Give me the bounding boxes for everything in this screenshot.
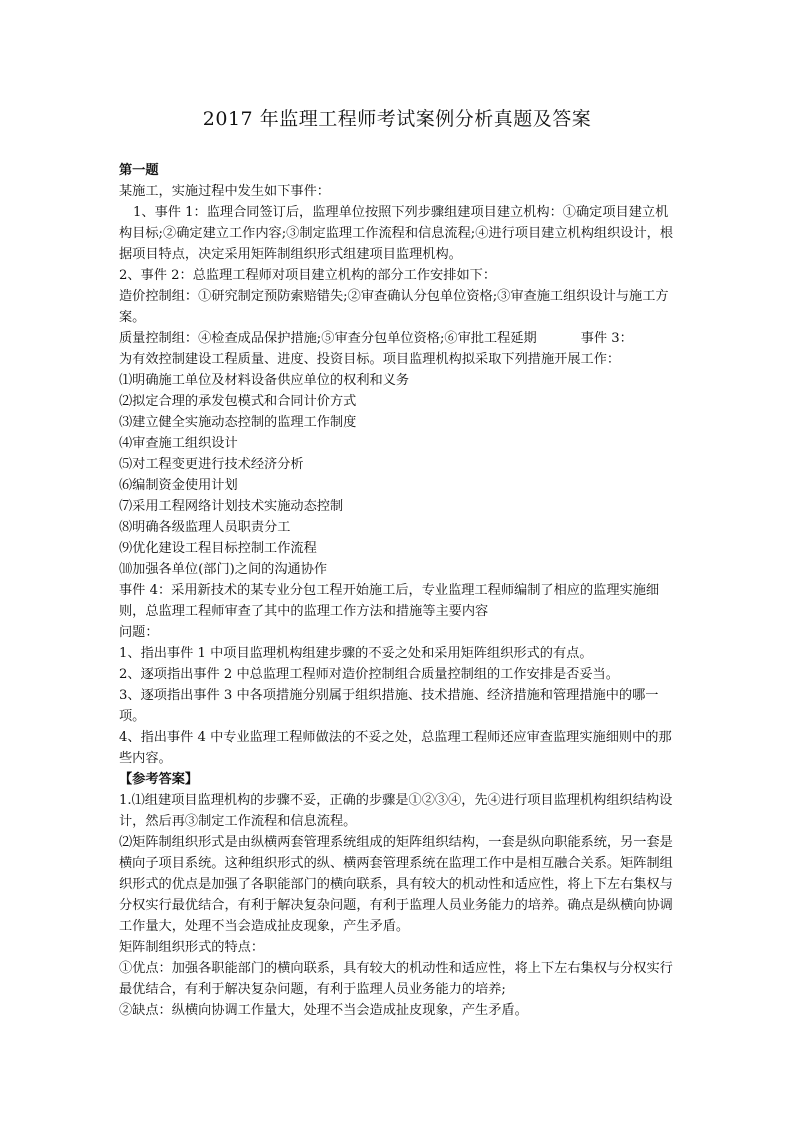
question-item: 2、逐项指出事件 2 中总监理工程师对造价控制组合质量控制组的工作安排是否妥当。 [119,667,619,682]
measure-item: ⑷审查施工组织设计 [119,436,238,451]
section-heading: 第一题 [119,163,159,178]
measure-item: ⑺采用工程网络计划技术实施动态控制 [119,499,344,514]
quality-group-text: 质量控制组：④检查成品保护措施;⑤审查分包单位资格;⑥审批工程延期 [119,331,537,346]
cost-control-group-paragraph: 造价控制组：①研究制定预防索赔错失;②审查确认分包单位资格;③审查施工组织设计与施工方案。 [119,289,669,325]
measure-item: ⑹编制资金使用计划 [119,478,238,493]
answer-heading: 【参考答案】 [119,772,199,787]
question-item: 1、指出事件 1 中项目监理机构组建步骤的不妥之处和采用矩阵组织形式的有点。 [119,646,593,661]
event-3-paragraph: 为有效控制建设工程质量、进度、投资目标。项目监理机构拟采取下列措施开展工作： [119,352,621,367]
advantages-paragraph: ①优点：加强各职能部门的横向联系，具有较大的机动性和适应性，将上下左右集权与分权实行最优结合，有利于解决复杂问题，有利于监理人员业务能力的培养; [119,961,673,997]
measure-item: ⑵拟定合理的承发包模式和合同计价方式 [119,394,357,409]
document-title: 2017 年监理工程师考试案例分析真题及答案 [202,108,592,130]
questions-label: 问题： [119,625,159,640]
answer-paragraph: 1.⑴组建项目监理机构的步骤不妥，正确的步骤是①②③④，先④进行项目监理机构组织结构设计，然后再③制定工作流程和信息流程。 [119,793,673,829]
matrix-features-label: 矩阵制组织形式的特点： [119,940,265,955]
answer-paragraph: ⑵矩阵制组织形式是由纵横两套管理系统组成的矩阵组织结构，一套是纵向职能系统，另一套是横向子项目系统。这种组织形式的纵、横两套管理系统在监理工作中是相互融合关系。矩阵制组织形式的优点是加强了各职能部门的横向联系，具有较大的机动性和适应性，将上下左右集权与分权实行最优结合，有利于解决复杂问题，有利于监理人员业务能力的培养。确点是纵横向协调工作量大，处理不当会造成扯皮现象，产生矛盾。 [119,835,673,934]
measure-item: ⑽加强各单位(部门)之间的沟通协作 [119,562,328,577]
event-2-paragraph: 2、事件 2：总监理工程师对项目建立机构的部分工作安排如下： [119,268,497,283]
measure-item: ⑶建立健全实施动态控制的监理工作制度 [119,415,357,430]
measure-item: ⑸对工程变更进行技术经济分析 [119,457,304,472]
document-body [119,160,677,1021]
quality-control-group-paragraph [119,328,677,349]
measure-item: ⑴明确施工单位及材料设备供应单位的权利和义务 [119,373,410,388]
event-1-paragraph: 1、事件 1：监理合同签订后，监理单位按照下列步骤组建项目建立机构：①确定项目建立机构目标;②确定建立工作内容;③制定监理工作流程和信息流程;④进行项目建立机构组织设计，根据项目特点，决定采用矩阵制组织形式组建项目监理机构。 [119,205,674,262]
question-item: 4、指出事件 4 中专业监理工程师做法的不妥之处，总监理工程师还应审查监理实施细则中的那些内容。 [119,730,672,766]
measure-item: ⑼优化建设工程目标控制工作流程 [119,541,317,556]
disadvantages-paragraph: ②缺点：纵横向协调工作量大，处理不当会造成扯皮现象，产生矛盾。 [119,1003,528,1018]
measure-item: ⑻明确各级监理人员职责分工 [119,520,291,535]
event-4-paragraph: 事件 4：采用新技术的某专业分包工程开始施工后，专业监理工程师编制了相应的监理实施细则，总监理工程师审查了其中的监理工作方法和措施等主要内容 [119,583,660,619]
intro-paragraph: 某施工，实施过程中发生如下事件： [119,184,330,199]
event-3-label: 事件 3： [580,331,633,346]
question-item: 3、逐项指出事件 3 中各项措施分别属于组织措施、技术措施、经济措施和管理措施中的哪一项。 [119,688,659,724]
